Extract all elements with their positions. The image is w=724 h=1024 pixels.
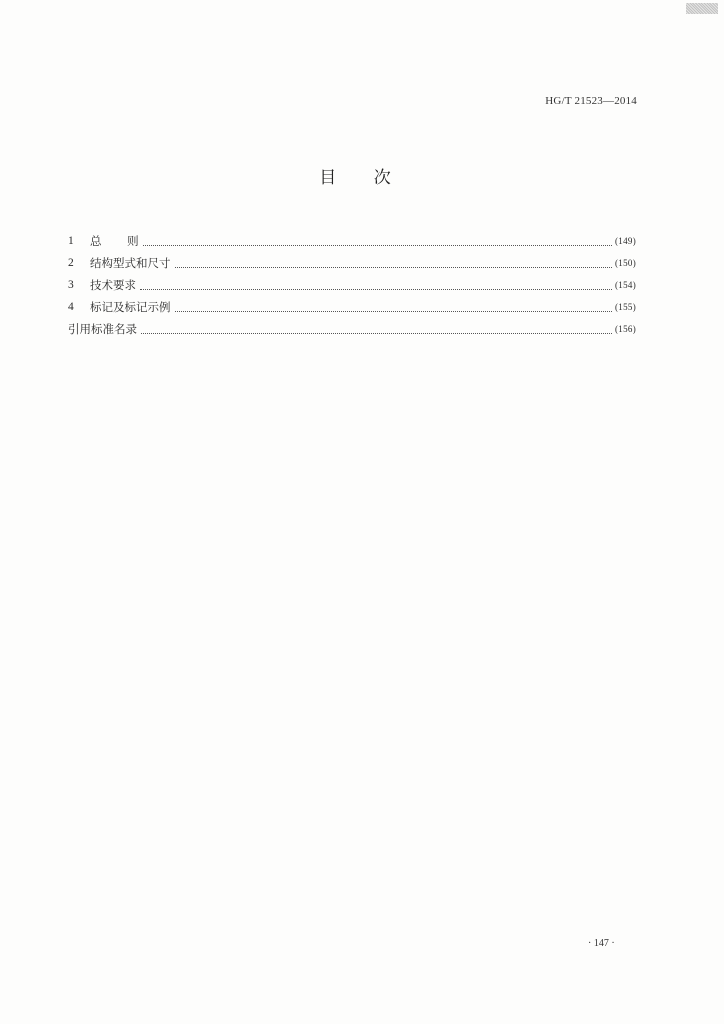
toc-entry bbox=[68, 296, 636, 318]
toc-entry-page: (154) bbox=[615, 280, 636, 290]
toc-entry bbox=[68, 274, 636, 296]
standard-code: HG/T 21523—2014 bbox=[545, 95, 637, 107]
toc-entry-number: 2 bbox=[68, 257, 74, 269]
toc-entry-page: (156) bbox=[615, 324, 636, 334]
toc-entry bbox=[68, 230, 636, 252]
scan-stamp bbox=[686, 3, 718, 14]
toc-entry-number: 3 bbox=[68, 279, 74, 291]
toc-entry-page: (149) bbox=[615, 236, 636, 246]
toc-entry-number: 1 bbox=[68, 235, 74, 247]
toc-dot-leader bbox=[175, 267, 613, 268]
page-title: 目 次 bbox=[319, 168, 391, 188]
toc-entry-label: 结构型式和尺寸 bbox=[90, 256, 171, 270]
table-of-contents bbox=[68, 230, 636, 340]
toc-entry-label: 引用标准名录 bbox=[68, 322, 137, 336]
toc-entry-label: 总 则 bbox=[90, 234, 139, 248]
toc-entry bbox=[68, 318, 636, 340]
toc-entry-label: 技术要求 bbox=[90, 278, 136, 292]
toc-entry-label: 标记及标记示例 bbox=[90, 300, 171, 314]
toc-dot-leader bbox=[141, 333, 612, 334]
toc-dot-leader bbox=[140, 289, 612, 290]
toc-entry-page: (155) bbox=[615, 302, 636, 312]
toc-dot-leader bbox=[175, 311, 613, 312]
footer-page-number: · 147 · bbox=[588, 938, 615, 949]
toc-entry bbox=[68, 252, 636, 274]
toc-entry-number: 4 bbox=[68, 301, 74, 313]
toc-entry-page: (150) bbox=[615, 258, 636, 268]
toc-dot-leader bbox=[143, 245, 612, 246]
